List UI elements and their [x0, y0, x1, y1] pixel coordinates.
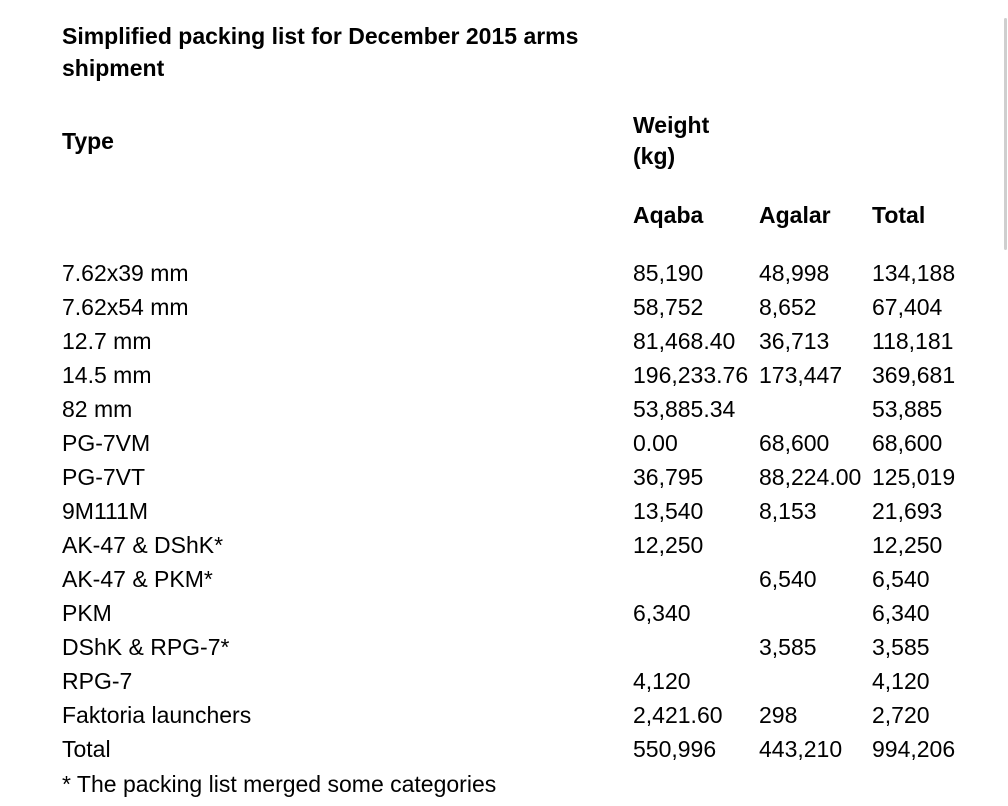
cell-total: 6,340: [872, 600, 930, 626]
cell-aqaba: 81,468.40: [633, 328, 736, 354]
cell-aqaba: 36,795: [633, 464, 704, 490]
cell-total: 125,019: [872, 464, 956, 490]
cell-type: 9M111M: [62, 498, 149, 524]
table-row: [58, 630, 962, 664]
cell-aqaba: [629, 630, 755, 664]
cell-agalar: [755, 528, 868, 562]
table-row: [58, 426, 962, 460]
cell-total: 21,693: [872, 498, 943, 524]
cell-aqaba: 0.00: [633, 430, 678, 456]
cell-aqaba: 4,120: [633, 668, 691, 694]
cell-type: PKM: [62, 600, 112, 626]
column-header-type: Type: [62, 128, 114, 154]
cell-total: 68,600: [872, 430, 943, 456]
cell-type: 12.7 mm: [62, 328, 152, 354]
cell-agalar: 6,540: [759, 566, 817, 592]
cell-total: 118,181: [872, 328, 954, 354]
cell-aqaba: 53,885.34: [633, 396, 736, 422]
cell-aqaba: 85,190: [633, 260, 704, 286]
cell-agalar: [755, 392, 868, 426]
cell-total: 6,540: [872, 566, 930, 592]
cell-total: 134,188: [872, 260, 956, 286]
cell-total: 994,206: [872, 736, 956, 762]
table-row: [58, 494, 962, 528]
column-header-agalar: Agalar: [759, 202, 831, 228]
cell-agalar: 3,585: [759, 634, 817, 660]
cell-total: 2,720: [872, 702, 930, 728]
cell-aqaba: 6,340: [633, 600, 691, 626]
cell-type: PG-7VT: [62, 464, 146, 490]
cell-aqaba: [629, 562, 755, 596]
cell-type: Faktoria launchers: [62, 702, 252, 728]
cell-aqaba: 2,421.60: [633, 702, 723, 728]
scrollbar-thumb[interactable]: [1004, 18, 1007, 250]
page-title: Simplified packing list for December 2015 arms shipment: [62, 23, 579, 81]
column-header-total: Total: [872, 202, 926, 228]
cell-total: 3,585: [872, 634, 930, 660]
cell-aqaba: 550,996: [633, 736, 717, 762]
cell-type: 7.62x39 mm: [62, 260, 189, 286]
cell-total: 4,120: [872, 668, 930, 694]
column-header-weight: Weight (kg): [633, 112, 710, 169]
cell-agalar: 36,713: [759, 328, 830, 354]
cell-agalar: 298: [759, 702, 798, 728]
table-row: [58, 664, 962, 698]
vertical-scrollbar[interactable]: [1003, 0, 1008, 806]
cell-total: 12,250: [872, 532, 943, 558]
cell-agalar: 173,447: [759, 362, 843, 388]
cell-agalar: 88,224.00: [759, 464, 862, 490]
table-row: [58, 290, 962, 324]
cell-agalar: 8,652: [759, 294, 817, 320]
table-row: [58, 562, 962, 596]
table-row-total: [58, 732, 962, 766]
cell-agalar: [755, 664, 868, 698]
packing-list-table: [58, 256, 962, 766]
cell-total: 53,885: [872, 396, 943, 422]
footnote: * The packing list merged some categories: [62, 771, 497, 797]
cell-type: Total: [62, 736, 111, 762]
cell-type: RPG-7: [62, 668, 133, 694]
table-row: [58, 528, 962, 562]
table-row: [58, 460, 962, 494]
cell-type: 82 mm: [62, 396, 133, 422]
cell-total: 369,681: [872, 362, 956, 388]
cell-total: 67,404: [872, 294, 943, 320]
table-row: [58, 324, 962, 358]
cell-agalar: [755, 596, 868, 630]
cell-aqaba: 13,540: [633, 498, 704, 524]
table-row: [58, 358, 962, 392]
cell-aqaba: 196,233.76: [633, 362, 749, 388]
cell-type: 7.62x54 mm: [62, 294, 189, 320]
cell-agalar: 68,600: [759, 430, 830, 456]
cell-aqaba: 58,752: [633, 294, 704, 320]
cell-aqaba: 12,250: [633, 532, 704, 558]
table-row: [58, 698, 962, 732]
cell-agalar: 48,998: [759, 260, 830, 286]
table-row: [58, 596, 962, 630]
cell-agalar: 443,210: [759, 736, 843, 762]
cell-type: 14.5 mm: [62, 362, 152, 388]
cell-agalar: 8,153: [759, 498, 817, 524]
cell-type: AK-47 & DShK*: [62, 532, 224, 558]
cell-type: PG-7VM: [62, 430, 151, 456]
cell-type: DShK & RPG-7*: [62, 634, 230, 660]
table-row: [58, 392, 962, 426]
cell-type: AK-47 & PKM*: [62, 566, 213, 592]
column-header-aqaba: Aqaba: [633, 202, 704, 228]
table-row: [58, 256, 962, 290]
